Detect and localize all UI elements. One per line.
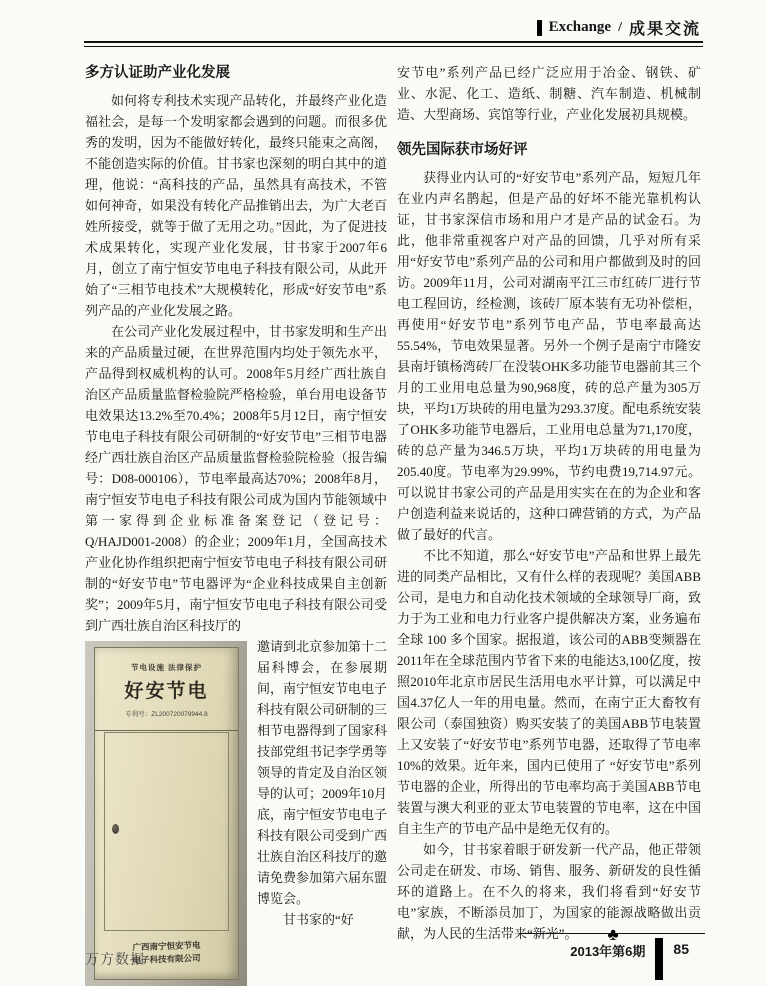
page-number: 85 — [673, 941, 689, 957]
column-title: 成果交流 — [628, 21, 701, 38]
section-heading-1: 多方认证助产业化发展 — [85, 65, 230, 81]
header-separator: / — [618, 19, 622, 35]
header-bar-icon — [537, 20, 542, 36]
watermark: 万方数据 — [85, 951, 145, 967]
page-number-bar-icon — [655, 938, 663, 980]
cabinet-patent-label: 专利号：ZL200720079944.8 — [125, 711, 208, 718]
left-column — [85, 62, 387, 986]
paragraph: 甘书家的“好 — [283, 912, 354, 927]
header-double-rule — [84, 41, 703, 47]
section-heading-2: 领先国际获市场好评 — [397, 142, 528, 158]
page-header — [537, 16, 701, 39]
paragraph: 安节电”系列产品已经广泛应用于冶金、钢铁、矿业、水泥、化工、造纸、制糖、汽车制造、机械制造、大型商场、宾馆等行业，产业化发展初具规模。 — [397, 65, 701, 122]
footer-rule — [520, 933, 705, 934]
paragraph — [397, 839, 701, 944]
cabinet-door — [104, 732, 229, 931]
journal-tag: Exchange — [548, 19, 612, 35]
cabinet-brand-label: 好安节电 — [124, 681, 209, 702]
cabinet-slogan-label: 节电设施 法律保护 — [130, 663, 203, 672]
keyhole-icon — [112, 824, 119, 834]
end-mark-icon: ♣ — [607, 925, 619, 944]
company-line-2: 电子科技有限公司 — [132, 952, 201, 966]
company-line-1: 广西南宁恒安节电 — [132, 939, 201, 952]
page-footer — [570, 938, 689, 980]
product-photo — [85, 641, 247, 986]
power-saver-cabinet — [94, 647, 239, 980]
cabinet-label-panel — [95, 648, 238, 731]
paragraph-text: 如今，甘书家着眼于研发新一代产品，他正带领公司走在研发、市场、销售、服务、新研发的良性循环的道路上。在不久的将来，我们将看到“好安节电”家族，不断添员加丁，为国家的能源战略做出贡献，为人民的生活带来“新光”。 — [397, 842, 701, 941]
paragraph: 获得业内认可的“好安节电”系列产品，短短几年在业内声名鹊起，但是产品的好坏不能光靠机构认证，甘书家深信市场和用户才是产品的试金石。为此，他非常重视客户对产品的回馈，几乎对所有采用“好安节电”系列产品的公司和用户都做到及时的回访。2009年11月，公司对湖南平江三市红砖厂进行节电工程回访，经检测，该砖厂原本装有无功补偿柜，再使用“好安节电”系列节电产品，节电率最高达55.54%，节电效果显著。另外一个例子是南宁市隆安县南圩镇杨湾砖厂在没装OHK多功能节电器前其三个月的工业用电总量为90,968度，砖的总产量为305万块，平均1万块砖的用电量为293.37度。配电系统安装了OHK多功能节电器后，工业用电总量为71,170度，砖的总产量为346.5万块，平均1万块砖的用电量为205.40度。节电率为29.99%，节约电费19,714.97元。可以说甘书家公司的产品是用实实在在的为企业和客户创造利益来说话的，这种口碑营销的方式，为产品做了最好的代言。 — [397, 170, 701, 542]
paragraph: 如何将专利技术实现产品转化，并最终产业化造福社会，是每一个发明家都会遇到的问题。而很多优秀的发明，因为不能做好转化，最终只能束之高阁，不能创造实际的价值。甘书家也深刻的明白其中的道理，他说：“高科技的产品，虽然具有高技术，不管如何神奇，如果没有转化产品推销出去，为广大老百姓所接受，就等于做了无用之功。”因此，为了促进技术成果转化，实现产业化发展，甘书家于2007年6月，创立了南宁恒安节电电子科技有限公司，从此开始了“三相节电技术”大规模转化，形成“好安节电”系列产品的产业化发展之路。 — [85, 93, 387, 318]
paragraph: 在公司产业化发展过程中，甘书家发明和生产出来的产品质量过硬，在世界范围内均处于领先水平，产品得到权威机构的认可。2008年5月经广西壮族自治区产品质量监督检验院严格检验，单台用电设备节电效果达13.2%至70.4%；2008年5月12日，南宁恒安节电电子科技有限公司研制的“好安节电”三相节电器经广西壮族自治区产品质量监督检验院检验（报告编号：D08-000106），节电率最高达70%；2008年8月，南宁恒安节电电子科技有限公司成为国内节能领域中第一家得到企业标准备案登记（登记号：Q/HAJD001-2008）的企业；2009年1月，全国高技术产业化协作组织把南宁恒安节电电子科技有限公司研制的“好安节电”节电器评为“企业科技成果自主创新奖”；2009年5月，南宁恒安节电电子科技有限公司受到广西壮族自治区科技厅的 — [85, 324, 387, 633]
issue-label: 2013年第6期 — [570, 944, 646, 959]
paragraph: 不比不知道，那么“好安节电”产品和世界上最先进的同类产品相比，又有什么样的表现呢？美国ABB公司，是电力和自动化技术领域的全球领导厂商，致力于为工业和电力行业客户提供解决方案，业务遍布全球 100 多个国家。据报道，该公司的ABB变频器在2011年在全球范围内节省下来的电能达3,100亿度，按照2010年北京市居民生活用电水平计算，可以满足中国4.37亿人一年的用电量。然而，在南宁正大畜牧有限公司（泰国独资）购买安装了的美国ABB节电装置上又安装了“好安节电”系列节电器，还取得了节电率10%的效果。近年来，国内已使用了 “好安节电”系列节电器的企业，所得出的节电率均高于美国ABB节电装置与澳大利亚的亚太节电装置的节电率，这在中国自主生产的节电产品中是绝无仅有的。 — [397, 548, 701, 836]
paragraph: 邀请到北京参加第十二届科博会，在参展期间，南宁恒安节电电子科技有限公司研制的三相节电器得到了国家科技部党组书记李学勇等领导的肯定及自治区领导的认可；2009年10月底，南宁恒安节电电子科技有限公司受到广西壮族自治区科技厅的邀请免费参加第六届东盟博览会。 — [257, 639, 388, 906]
right-column — [397, 62, 701, 944]
